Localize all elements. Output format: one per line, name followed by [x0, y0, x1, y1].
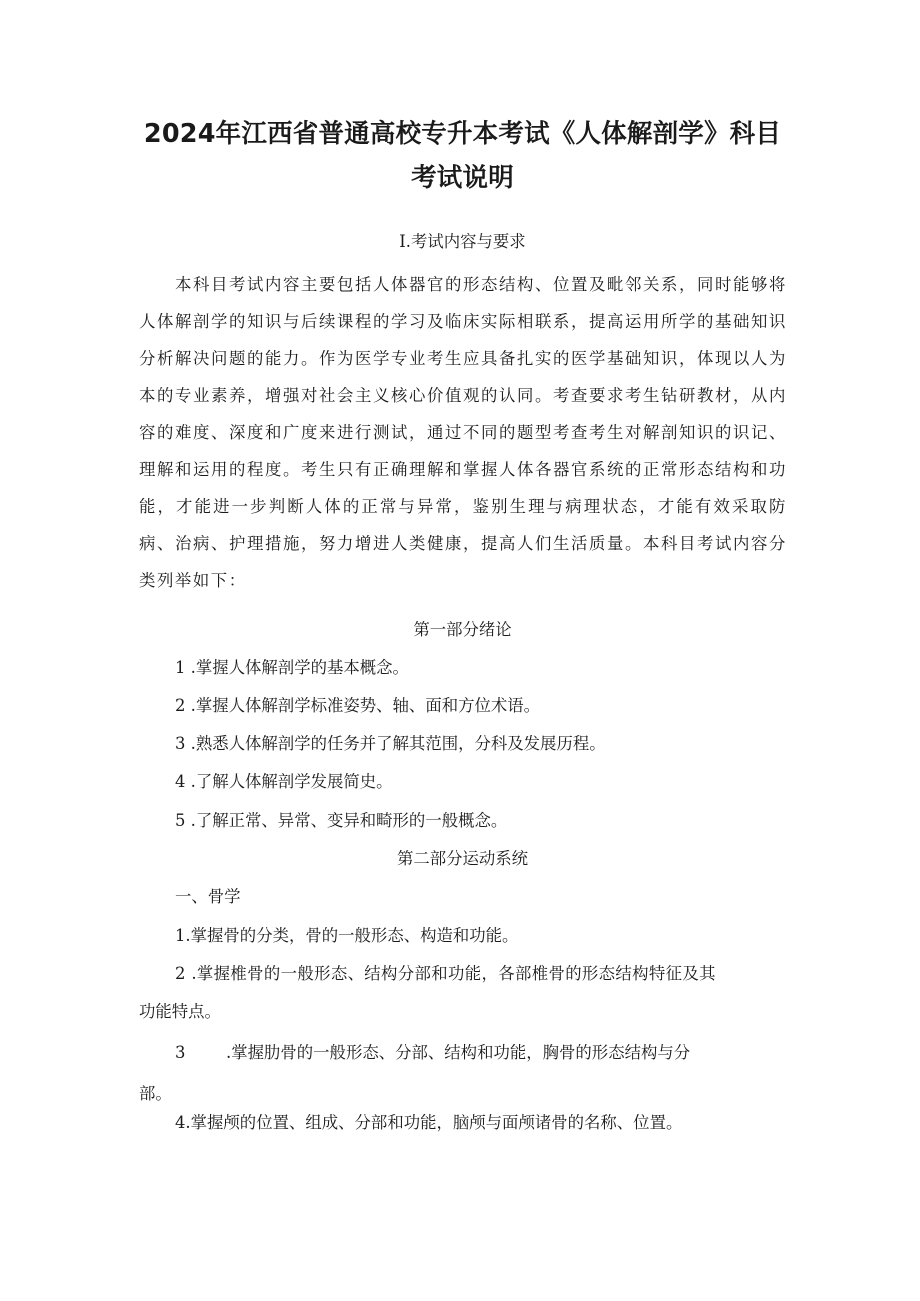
part2-subheading: 一、骨学	[175, 887, 241, 906]
part1-item-1: 1 .掌握人体解剖学的基本概念。	[175, 658, 409, 677]
part1-item-4: 4 .了解人体解剖学发展简史。	[175, 772, 393, 791]
part2-item-3-line-2: 部。	[139, 1084, 172, 1103]
part2-item-2-line-2: 功能特点。	[139, 1002, 221, 1021]
part2-item-4: 4.掌握颅的位置、组成、分部和功能，脑颅与面颅诸骨的名称、位置。	[175, 1113, 683, 1132]
part1-item-2: 2 .掌握人体解剖学标准姿势、轴、面和方位术语。	[175, 696, 541, 715]
part2-item-3-number: 3	[175, 1043, 186, 1062]
part2-heading: 第二部分运动系统	[396, 849, 529, 868]
part1-item-3: 3 .熟悉人体解剖学的任务并了解其范围，分科及发展历程。	[175, 734, 606, 753]
part2-item-2-line-1: 2 .掌握椎骨的一般形态、结构分部和功能，各部椎骨的形态结构特征及其	[175, 964, 716, 983]
document-title: 2024年江西省普通高校专升本考试《人体解剖学》科目考试说明	[143, 119, 782, 193]
intro-paragraph: 本科目考试内容主要包括人体器官的形态结构、位置及毗邻关系，同时能够将人体解剖学的知识与后续课程的学习及临床实际相联系，提高运用所学的基础知识分析解决问题的能力。作为医学专业考生应具备扎实的医学基础知识，体现以人为本的专业素养，增强对社会主义核心价值观的认同。考查要求考生钻研教材，从内容的难度、深度和广度来进行测试，通过不同的题型考查考生对解剖知识的识记、理解和运用的程度。考生只有正确理解和掌握人体各器官系统的正常形态结构和功能，才能进一步判断人体的正常与异常，鉴别生理与病理状态，才能有效采取防病、治病、护理措施，努力增进人类健康，提高人们生活质量。本科目考试内容分类列举如下：	[139, 275, 787, 590]
section-heading: I.考试内容与要求	[399, 232, 526, 251]
part1-heading: 第一部分绪论	[413, 620, 512, 639]
part2-item-1: 1.掌握骨的分类，骨的一般形态、构造和功能。	[175, 926, 519, 945]
part2-item-3-line-1: .掌握肋骨的一般形态、分部、结构和功能，胸骨的形态结构与分	[226, 1043, 691, 1062]
part1-item-5: 5 .了解正常、异常、变异和畸形的一般概念。	[175, 811, 508, 830]
